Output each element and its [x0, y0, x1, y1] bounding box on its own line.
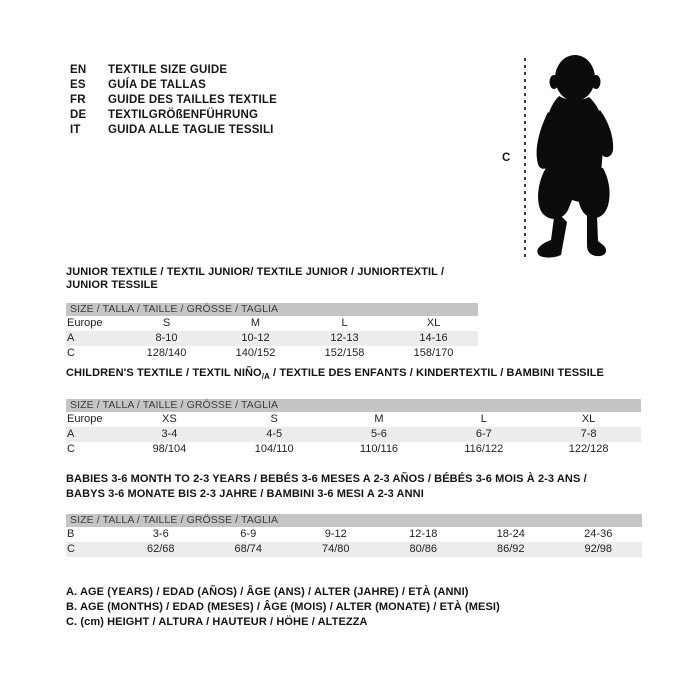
- table-row-europe: [66, 316, 478, 331]
- height-cell: 140/152: [235, 347, 276, 359]
- title-part: CHILDREN'S TEXTILE / TEXTIL NIÑO: [66, 367, 262, 379]
- age-cell: 14-16: [419, 332, 448, 344]
- lang-code: DE: [70, 109, 87, 121]
- baby-silhouette-icon: [530, 54, 624, 260]
- footnote-c: C. (cm) HEIGHT / ALTURA / HAUTEUR / HÖHE / ALTEZZA: [66, 616, 368, 628]
- size-cell: L: [341, 317, 348, 329]
- size-cell: M: [250, 317, 261, 329]
- row-label: Europe: [67, 413, 103, 426]
- lang-row-es: [70, 78, 277, 93]
- row-label: A: [67, 428, 75, 441]
- age-cell: 6-7: [475, 428, 492, 441]
- age-cell: 18-24: [496, 528, 525, 540]
- lang-code: IT: [70, 124, 81, 136]
- table-title: JUNIOR TEXTILE / TEXTIL JUNIOR/ TEXTILE JUNIOR / JUNIORTEXTIL / JUNIOR TESSILE: [66, 266, 445, 291]
- table-row-europe: [66, 412, 641, 427]
- row-label: B: [67, 528, 75, 540]
- lang-row-en: [70, 63, 277, 78]
- language-title-block: [70, 63, 277, 138]
- table-row-age-months: [66, 527, 642, 542]
- height-cell: 86/92: [496, 543, 525, 555]
- table-row-height: [66, 442, 641, 457]
- table-row-age: [66, 331, 478, 346]
- age-cell: 3-4: [161, 428, 178, 441]
- title-part: / TEXTILE DES ENFANTS / KINDERTEXTIL / BAMBINI TESSILE: [269, 367, 604, 379]
- table-title: [66, 367, 641, 383]
- age-cell: 3-6: [152, 528, 169, 540]
- lang-label: GUIDE DES TAILLES TEXTILE: [108, 94, 277, 106]
- height-cell: 80/86: [409, 543, 438, 555]
- size-cell: XL: [426, 317, 441, 329]
- table-row-height: [66, 346, 478, 361]
- age-cell: 8-10: [155, 332, 178, 344]
- size-cell: L: [480, 413, 487, 426]
- footnote-b: B. AGE (MONTHS) / EDAD (MESES) / ÂGE (MOIS) / ALTER (MONATE) / ETÀ (MESI): [66, 601, 500, 613]
- lang-code: FR: [70, 94, 86, 106]
- babies-textile-table: [66, 472, 642, 557]
- lang-code: ES: [70, 79, 86, 91]
- height-measure-dotted-line: [524, 58, 526, 260]
- height-measure-label: C: [502, 152, 511, 164]
- age-cell: 24-36: [584, 528, 613, 540]
- table-title: [66, 472, 642, 502]
- childrens-textile-table: [66, 367, 641, 457]
- size-header-bar: SIZE / TALLA / TAILLE / GRÖSSE / TAGLIA: [66, 514, 642, 527]
- height-cell: 158/170: [413, 347, 454, 359]
- age-cell: 10-12: [241, 332, 270, 344]
- lang-label: TEXTILE SIZE GUIDE: [108, 64, 228, 76]
- lang-label: GUIDA ALLE TAGLIE TESSILI: [108, 124, 274, 136]
- height-cell: 122/128: [568, 443, 609, 456]
- lang-row-fr: [70, 93, 277, 108]
- lang-code: EN: [70, 64, 87, 76]
- size-cell: S: [270, 413, 278, 426]
- table-row-age: [66, 427, 641, 442]
- row-label: Europe: [67, 317, 103, 329]
- lang-label: TEXTILGRÖßENFÜHRUNG: [108, 109, 259, 121]
- age-cell: 7-8: [580, 428, 597, 441]
- footnote-a: A. AGE (YEARS) / EDAD (AÑOS) / ÂGE (ANS) / ALTER (JAHRE) / ETÀ (ANNI): [66, 586, 469, 598]
- row-label: C: [67, 543, 75, 555]
- table-row-height: [66, 542, 642, 557]
- lang-row-de: [70, 108, 277, 123]
- age-cell: 12-13: [330, 332, 359, 344]
- footnotes-block: [66, 585, 500, 630]
- size-cell: XL: [581, 413, 596, 426]
- junior-textile-table: [66, 266, 478, 361]
- height-cell: 62/68: [146, 543, 175, 555]
- row-label: C: [67, 347, 75, 359]
- age-cell: 4-5: [266, 428, 283, 441]
- size-header-bar: SIZE / TALLA / TAILLE / GRÖSSE / TAGLIA: [66, 303, 478, 316]
- height-cell: 110/116: [359, 443, 399, 456]
- row-label: A: [67, 332, 75, 344]
- height-cell: 68/74: [234, 543, 263, 555]
- size-cell: S: [162, 317, 171, 329]
- size-cell: XS: [162, 413, 177, 426]
- size-cell: M: [374, 413, 384, 426]
- lang-label: GUÍA DE TALLAS: [108, 79, 206, 91]
- title-subscript: /A: [261, 372, 270, 382]
- height-cell: 128/140: [146, 347, 187, 359]
- title-line-2: BABYS 3-6 MONATE BIS 2-3 JAHRE / BAMBINI 3-6 MESI A 2-3 ANNI: [66, 488, 424, 500]
- height-cell: 98/104: [152, 443, 187, 456]
- height-cell: 74/80: [321, 543, 350, 555]
- size-header-bar: SIZE / TALLA / TAILLE / GRÖSSE / TAGLIA: [66, 399, 641, 412]
- age-cell: 9-12: [324, 528, 347, 540]
- height-cell: 152/158: [324, 347, 365, 359]
- height-cell: 116/122: [464, 443, 504, 456]
- age-cell: 12-18: [409, 528, 438, 540]
- age-cell: 6-9: [240, 528, 257, 540]
- height-cell: 92/98: [584, 543, 613, 555]
- height-cell: 104/110: [254, 443, 294, 456]
- row-label: C: [67, 443, 75, 456]
- title-line-1: BABIES 3-6 MONTH TO 2-3 YEARS / BEBÉS 3-6 MESES A 2-3 AÑOS / BÉBÉS 3-6 MOIS À 2-3 ANS /: [66, 473, 587, 485]
- age-cell: 5-6: [371, 428, 387, 441]
- lang-row-it: [70, 123, 277, 138]
